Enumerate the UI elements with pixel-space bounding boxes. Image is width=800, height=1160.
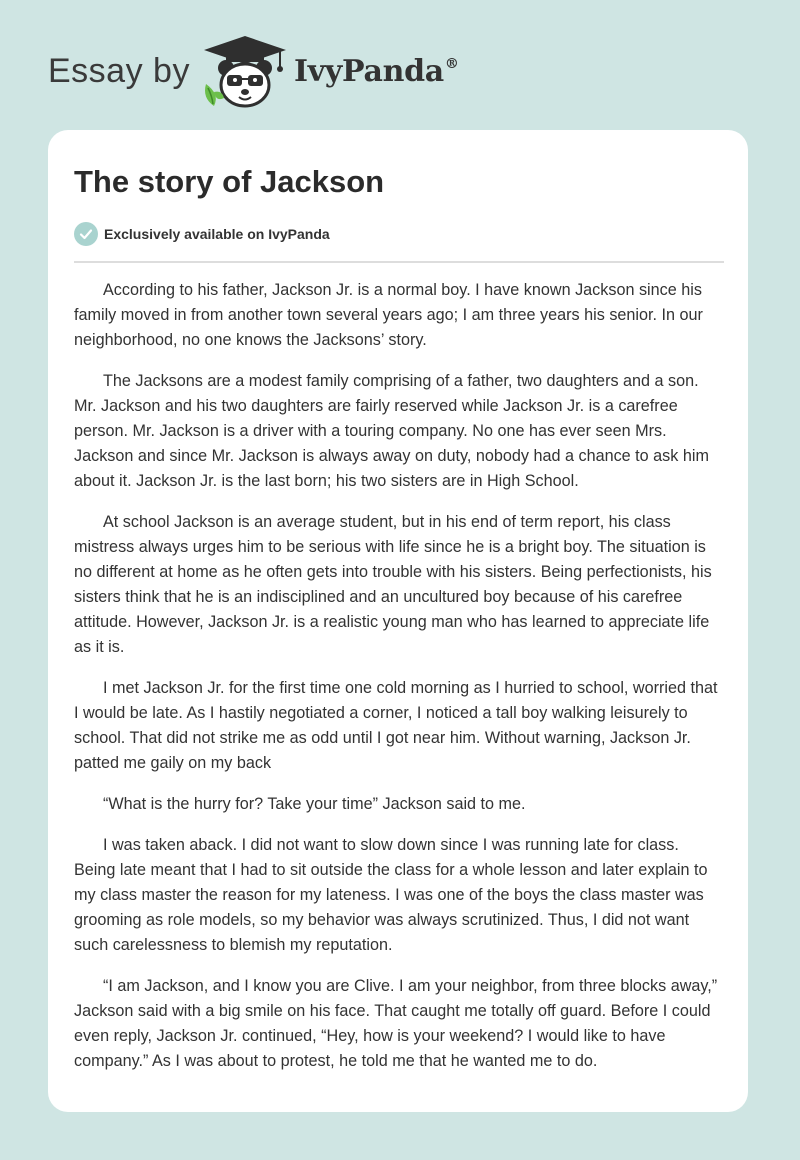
essay-paragraph: I met Jackson Jr. for the first time one cold morning as I hurried to school, worried that I would be late. As I hastily negotiated a corner, I noticed a tall boy walking leisurely to school. That did not strike me as odd until I got near him. Without warning, Jackson Jr. patted me gaily on my back — [74, 679, 718, 772]
essay-paragraph: “What is the hurry for? Take your time” Jackson said to me. — [103, 795, 526, 813]
essay-paragraph: I was taken aback. I did not want to slow down since I was running late for class. Being late meant that I had to sit outside the class for a whole lesson and later explain to my class master the reason for my lateness. I was one of the boys the class master was grooming as role models, so my behavior was always scrutinized. Thus, I did not want such carelessness to blemish my reputation. — [74, 836, 708, 954]
essay-paragraph: At school Jackson is an average student, but in his end of term report, his class mistress always urges him to be serious with life since he is a bright boy. The situation is no different at home as he often gets into trouble with his sisters. Being perfectionists, his sisters think that he is an indisciplined and an uncultured boy because of his carefree attitude. However, Jackson Jr. is a realistic young man who has learned to appreciate life as it is. — [74, 513, 712, 656]
check-icon — [74, 222, 98, 246]
exclusive-label: Exclusively available on IvyPanda — [104, 226, 330, 242]
essay-paragraph: “I am Jackson, and I know you are Clive. I am your neighbor, from three blocks away,” Jackson said with a big smile on his face. That caught me totally off guard. Before I could even reply, Jackson Jr. continued, “Hey, how is your weekend? I would like to have company.” As I was about to protest, he told me that he wanted me to do. — [74, 977, 718, 1070]
panda-graduate-logo-icon[interactable] — [200, 34, 290, 110]
essay-body — [74, 278, 724, 1090]
essay-paragraph: The Jacksons are a modest family comprising of a father, two daughters and a son. Mr. Jackson and his two daughters are fairly reserved while Jackson Jr. is a carefree person. Mr. Jackson is a driver with a touring company. No one has ever seen Mrs. Jackson and since Mr. Jackson is always away on duty, nobody had a chance to ask him about it. Jackson Jr. is the last born; his two sisters are in High School. — [74, 372, 709, 490]
brand-name-text: IvyPanda — [294, 54, 444, 89]
essay-paragraph: According to his father, Jackson Jr. is a normal boy. I have known Jackson since his family moved in from another town several years ago; I am three years his senior. In our neighborhood, no one knows the Jacksons’ story. — [74, 281, 703, 349]
exclusive-badge — [74, 221, 330, 247]
essay-card — [48, 130, 748, 1112]
page-title: The story of Jackson — [74, 164, 385, 199]
divider — [74, 261, 724, 263]
registered-mark: ® — [444, 56, 459, 72]
brand-name[interactable] — [294, 54, 459, 89]
site-header — [48, 34, 468, 110]
essay-by-label: Essay by — [48, 52, 190, 90]
